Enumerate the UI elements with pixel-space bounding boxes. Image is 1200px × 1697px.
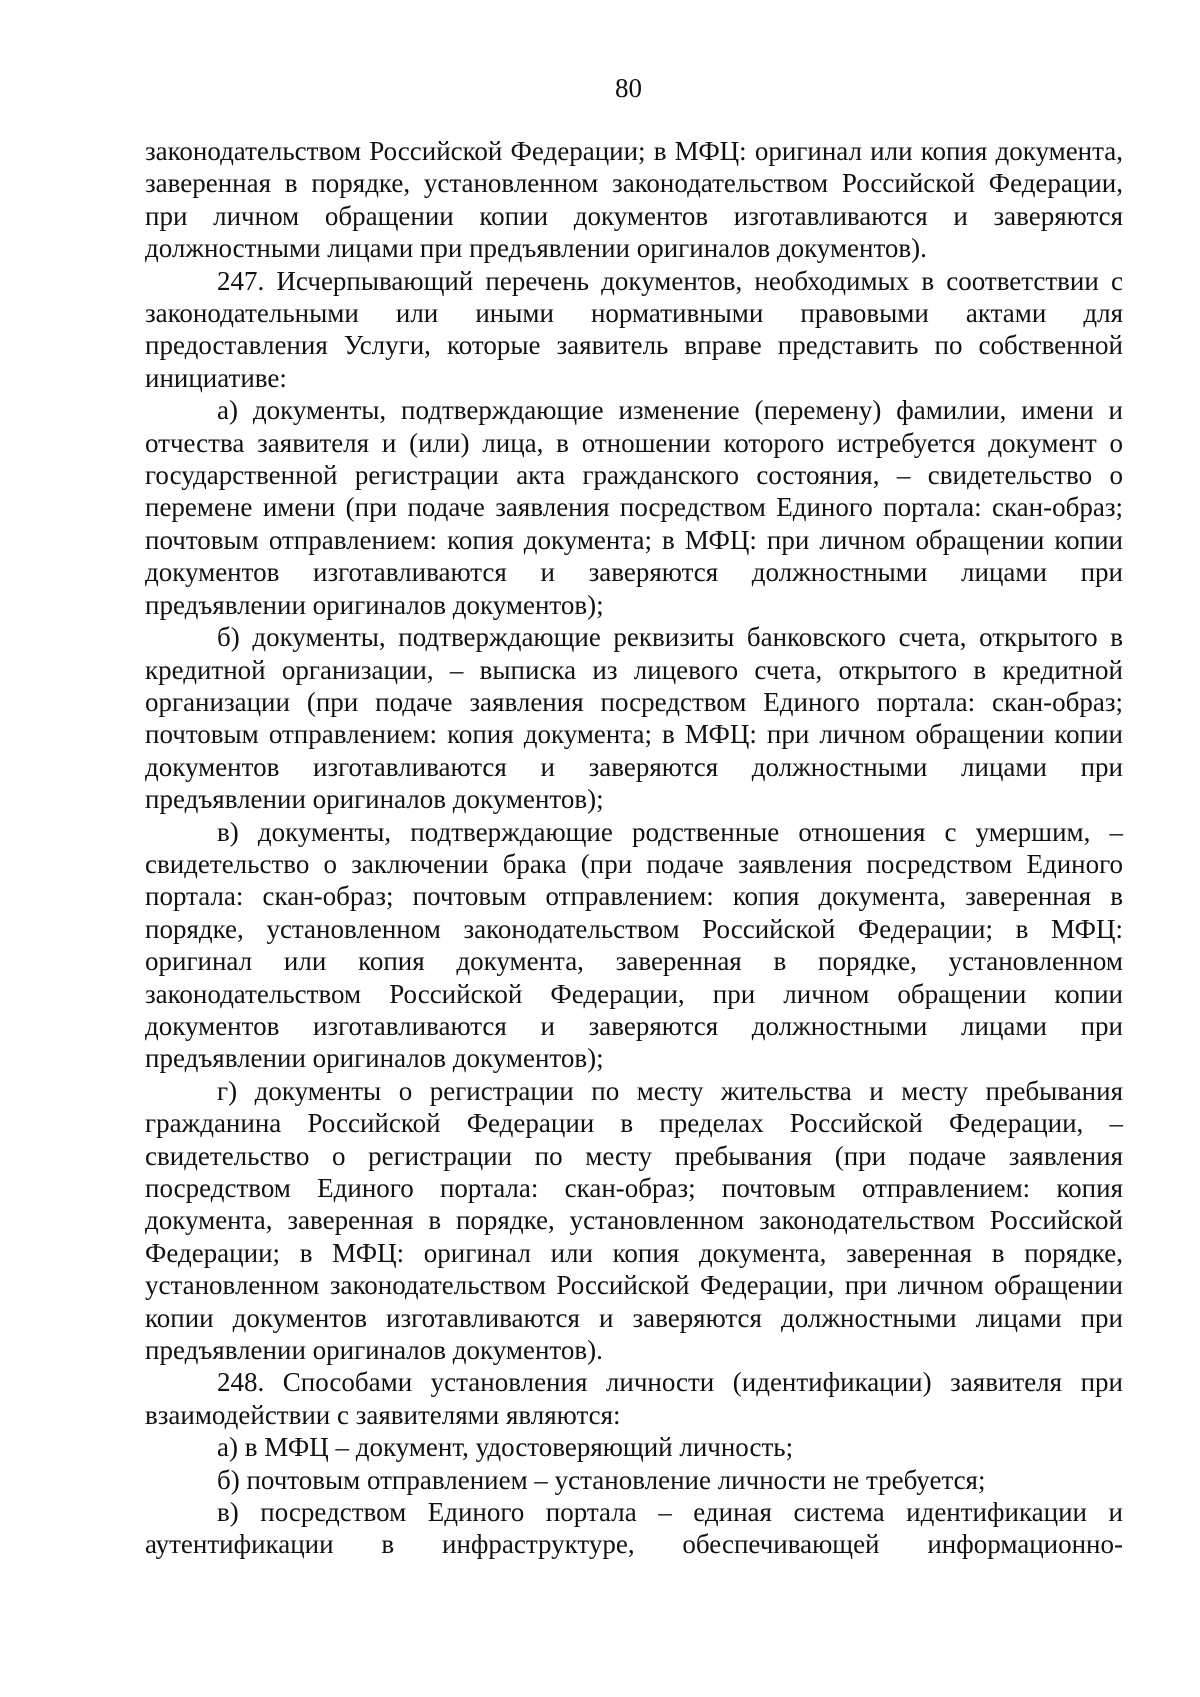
- paragraph-248-v: в) посредством Единого портала – единая система идентификации и аутентификации в инфраструктуре, обеспечивающей информационно-: [145, 1497, 1123, 1560]
- paragraph-248-a: а) в МФЦ – документ, удостоверяющий личность;: [217, 1432, 794, 1463]
- paragraph-248-b: б) почтовым отправлением – установление личности не требуется;: [217, 1464, 986, 1495]
- paragraph-247-v: в) документы, подтверждающие родственные отношения с умершим, – свидетельство о заключении брака (при подаче заявления посредством Единого портала: скан-образ; почтовым отправлением: копия документа, заверенная в порядке, установленном законодательством Российской Федерации; в МФЦ: оригинал или копия документа, заверенная в порядке, установленном законодательством Российской Федерации, при личном обращении копии документов изготавливаются и заверяются должностными лицами при предъявлении оригиналов документов);: [145, 816, 1123, 1074]
- document-body: [145, 135, 1123, 1561]
- paragraph-247-g: г) документы о регистрации по месту жительства и месту пребывания гражданина Российской Федерации в пределах Российской Федерации, – свидетельство о регистрации по месту пребывания (при подаче заявления посредством Единого портала: скан-образ; почтовым отправлением: копия документа, заверенная в порядке, установленном законодательством Российской Федерации; в МФЦ: оригинал или копия документа, заверенная в порядке, установленном законодательством Российской Федерации, при личном обращении копии документов изготавливаются и заверяются должностными лицами при предъявлении оригиналов документов).: [145, 1075, 1123, 1366]
- page-number: 80: [615, 73, 642, 103]
- paragraph-continuation: законодательством Российской Федерации; в МФЦ: оригинал или копия документа, заверенная в порядке, установленном законодательством Российской Федерации, при личном обращении копии документов изготавливаются и заверяются должностными лицами при предъявлении оригиналов документов).: [145, 136, 1123, 264]
- paragraph-247: 247. Исчерпывающий перечень документов, необходимых в соответствии с законодательными или иными нормативными правовыми актами для предоставления Услуги, которые заявитель вправе представить по собственной инициативе:: [145, 265, 1123, 393]
- paragraph-247-a: а) документы, подтверждающие изменение (перемену) фамилии, имени и отчества заявителя и (или) лица, в отношении которого истребуется документ о государственной регистрации акта гражданского состояния, – свидетельство о перемене имени (при подаче заявления посредством Единого портала: скан-образ; почтовым отправлением: копия документа; в МФЦ: при личном обращении копии документов изготавливаются и заверяются должностными лицами при предъявлении оригиналов документов);: [145, 395, 1123, 620]
- paragraph-248: 248. Способами установления личности (идентификации) заявителя при взаимодействии с заявителями являются:: [145, 1367, 1123, 1430]
- paragraph-247-b: б) документы, подтверждающие реквизиты банковского счета, открытого в кредитной организации, – выписка из лицевого счета, открытого в кредитной организации (при подаче заявления посредством Единого портала: скан-образ; почтовым отправлением: копия документа; в МФЦ: при личном обращении копии документов изготавливаются и заверяются должностными лицами при предъявлении оригиналов документов);: [145, 622, 1123, 815]
